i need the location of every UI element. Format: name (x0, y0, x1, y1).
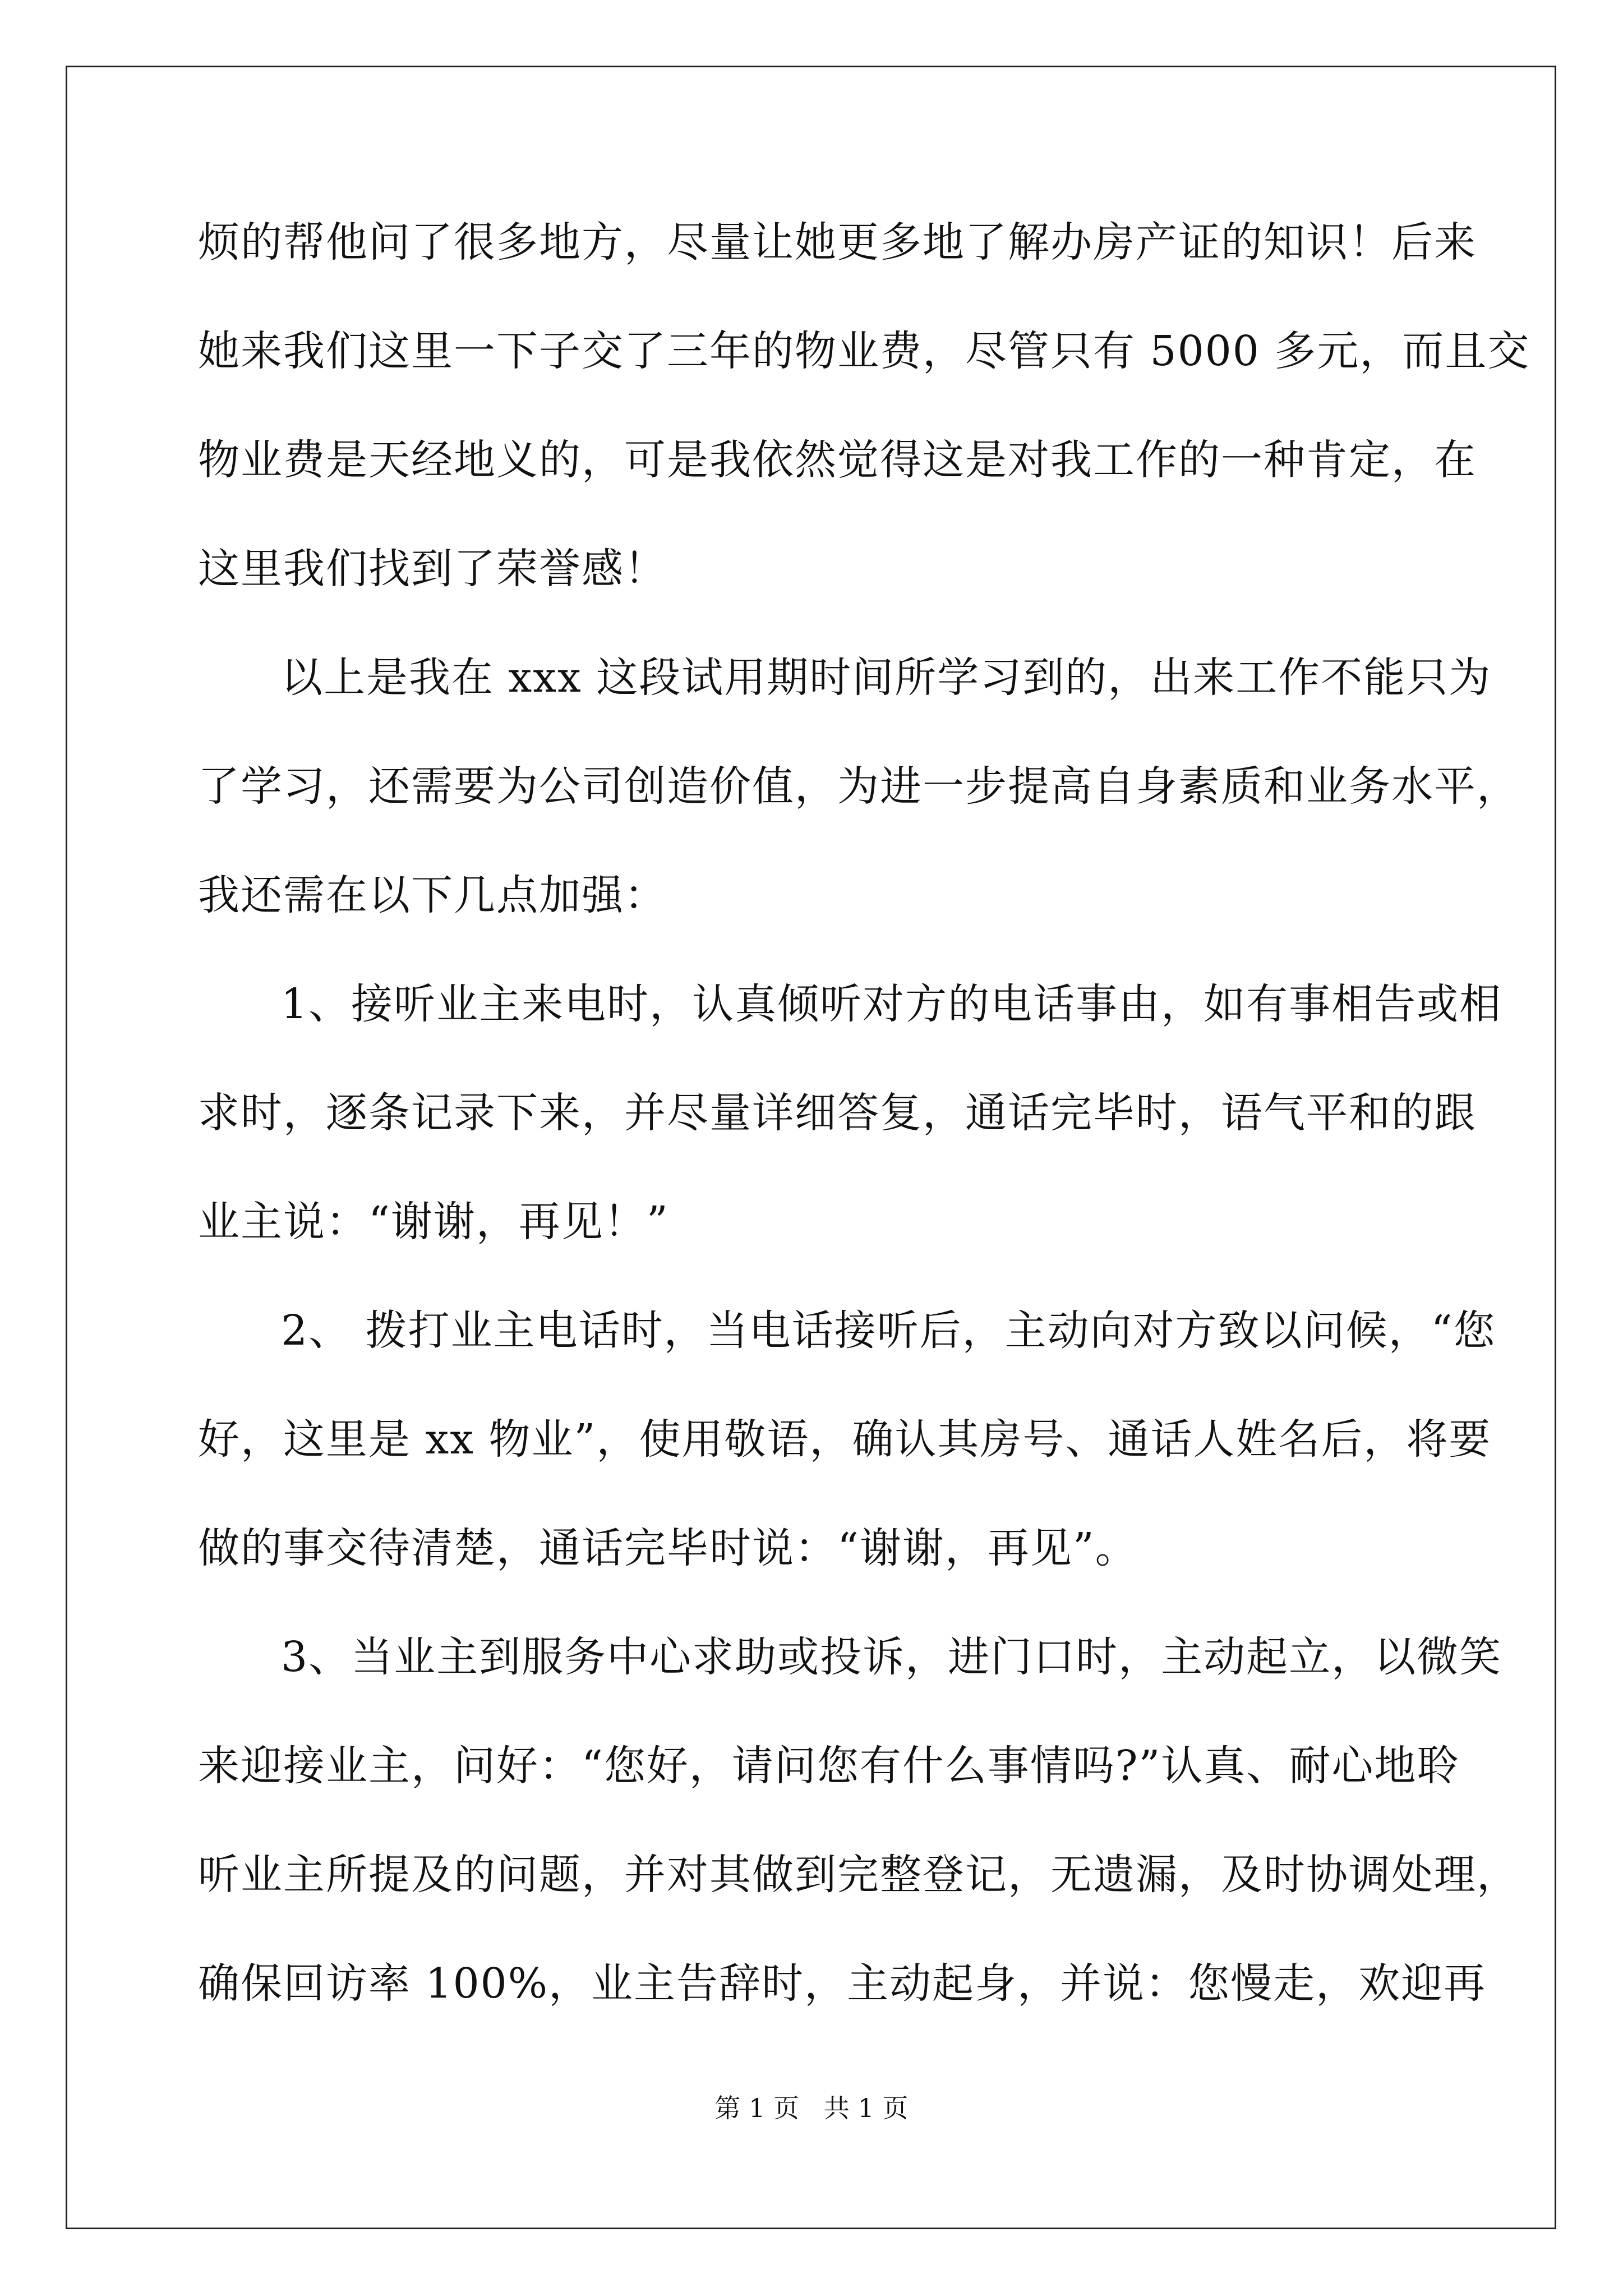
paragraph-start-line: 以上是我在 xxx 这段试用期时间所学习到的，出来工作不能只为 (281, 654, 1492, 702)
text-line: 做的事交待清楚，通话完毕时说：“谢谢，再见”。 (198, 1524, 1138, 1572)
text-line: 烦的帮他问了很多地方，尽量让她更多地了解办房产证的知识！后来 (198, 218, 1477, 266)
list-item-3-line: 3、当业主到服务中心求助或投诉，进门口时，主动起立，以微笑 (281, 1633, 1502, 1681)
text-line: 求时，逐条记录下来，并尽量详细答复，通话完毕时，语气平和的跟 (198, 1089, 1477, 1137)
text-line: 我还需在以下几点加强： (198, 871, 667, 919)
list-item-2-line: 2、 拨打业主电话时，当电话接听后，主动向对方致以问候，“您 (281, 1306, 1496, 1355)
text-line: 来迎接业主，问好：“您好，请问您有什么事情吗?”认真、耐心地聆 (198, 1742, 1460, 1790)
text-line: 业主说：“谢谢，再见！” (198, 1198, 669, 1246)
text-line: 了学习，还需要为公司创造价值，为进一步提高自身素质和业务水平， (198, 762, 1519, 811)
text-line: 这里我们找到了荣誉感！ (198, 545, 667, 593)
text-line: 她来我们这里一下子交了三年的物业费，尽管只有 5000 多元，而且交 (198, 327, 1530, 375)
text-line: 确保回访率 100%，业主告辞时，主动起身，并说：您慢走，欢迎再 (198, 1959, 1487, 2008)
page-number-footer: 第 1 页 共 1 页 (714, 2093, 909, 2123)
text-line: 听业主所提及的问题，并对其做到完整登记，无遗漏，及时协调处理， (198, 1851, 1519, 1899)
text-line: 物业费是天经地义的，可是我依然觉得这是对我工作的一种肯定，在 (198, 436, 1477, 484)
list-item-1-line: 1、接听业主来电时，认真倾听对方的电话事由，如有事相告或相 (281, 980, 1502, 1028)
text-line: 好，这里是 xx 物业”，使用敬语，确认其房号、通话人姓名后，将要 (198, 1415, 1492, 1464)
